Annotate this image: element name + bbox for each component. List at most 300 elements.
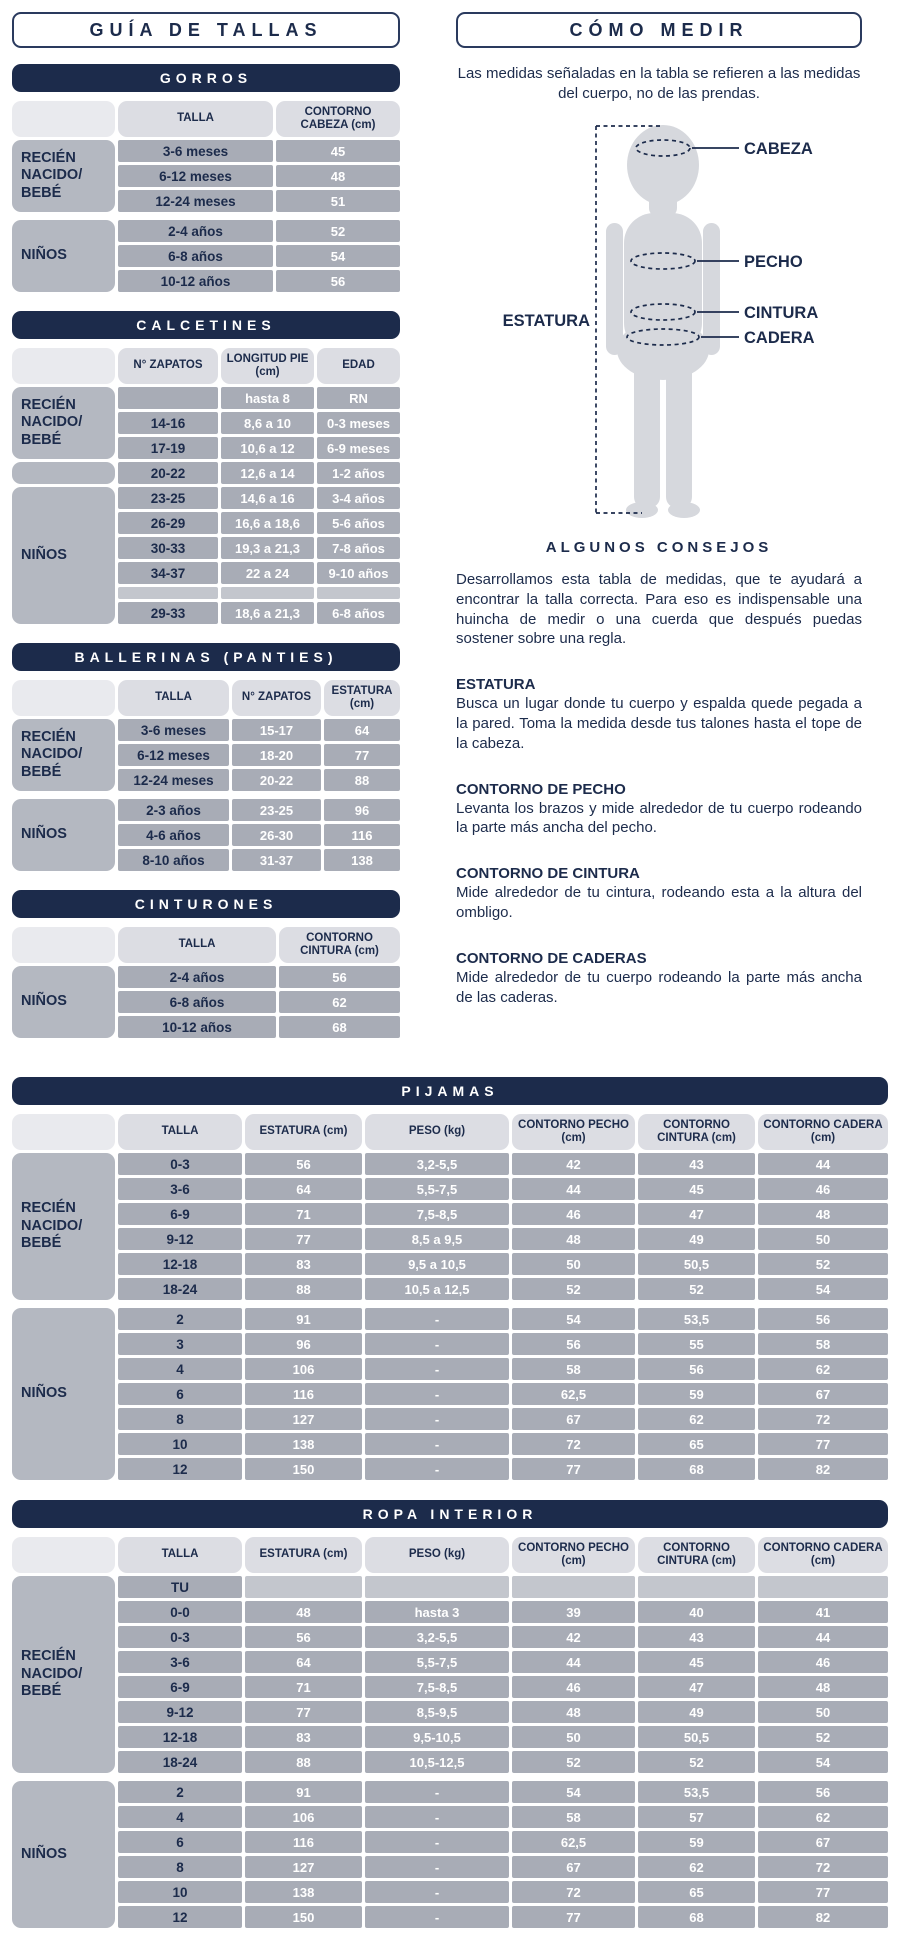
size-cell: 77 <box>512 1458 635 1480</box>
size-cell: 88 <box>324 769 400 791</box>
size-cell: 72 <box>512 1881 635 1903</box>
group-gap <box>12 794 400 796</box>
size-cell: 72 <box>512 1433 635 1455</box>
size-cell: 3,2-5,5 <box>365 1153 509 1175</box>
tip-text: Busca un lugar donde tu cuerpo y espalda quede pegada a la pared. Toma la medida desde tus talones hasta el tope de la cabeza. <box>456 695 862 752</box>
size-cell <box>221 587 314 599</box>
size-cell: 46 <box>758 1651 888 1673</box>
size-cell: 5-6 años <box>317 512 400 534</box>
size-cell: 22 a 24 <box>221 562 314 584</box>
size-grid-gorros <box>12 101 400 292</box>
size-cell: 48 <box>512 1701 635 1723</box>
size-cell: 62 <box>638 1408 755 1430</box>
size-cell: 4 <box>118 1806 242 1828</box>
size-cell: 49 <box>638 1701 755 1723</box>
tip-title: CONTORNO DE CINTURA <box>456 865 640 883</box>
size-cell: 6-12 meses <box>118 744 229 766</box>
consejos-text: Desarrollamos esta tabla de medidas, que te ayudará a encontrar la talla correcta. Para eso es indispensable una huincha de medir o una cuerda que después puedas sostener sobre una regla. <box>456 571 862 648</box>
size-cell: 71 <box>245 1203 362 1225</box>
column-header: EDAD <box>317 348 400 384</box>
size-cell: 106 <box>245 1806 362 1828</box>
size-cell: 88 <box>245 1278 362 1300</box>
row-group-label: NIÑOS <box>12 1308 115 1480</box>
corner-cell <box>12 1537 115 1573</box>
tip-title: CONTORNO DE PECHO <box>456 780 626 798</box>
size-cell: 127 <box>245 1408 362 1430</box>
section-header-ballerinas: BALLERINAS (PANTIES) <box>12 643 400 671</box>
size-cell: 8 <box>118 1856 242 1878</box>
tip-4 <box>456 950 862 1008</box>
size-cell: 29-33 <box>118 602 218 624</box>
size-cell: 64 <box>245 1178 362 1200</box>
size-cell: 6-12 meses <box>118 165 273 187</box>
column-header: CONTORNO PECHO (cm) <box>512 1537 635 1573</box>
body-measurement-diagram <box>456 113 862 527</box>
size-cell: 39 <box>512 1601 635 1623</box>
corner-cell <box>12 680 115 716</box>
size-cell: 2-4 años <box>118 966 276 988</box>
size-cell: 17-19 <box>118 437 218 459</box>
size-cell: 3-4 años <box>317 487 400 509</box>
size-cell: 54 <box>512 1308 635 1330</box>
size-cell: 23-25 <box>118 487 218 509</box>
size-cell: 56 <box>245 1153 362 1175</box>
measuring-tips-list <box>456 676 862 1007</box>
column-header: ESTATURA (cm) <box>245 1537 362 1573</box>
size-cell: 59 <box>638 1831 755 1853</box>
size-cell: 9,5 a 10,5 <box>365 1253 509 1275</box>
size-cell: 44 <box>758 1626 888 1648</box>
size-cell: 138 <box>245 1881 362 1903</box>
tip-text: Mide alrededor de tu cintura, rodeando esta a la altura del ombligo. <box>456 884 862 921</box>
size-cell: 50 <box>512 1726 635 1748</box>
como-medir-title <box>456 12 862 48</box>
size-grid-pijamas <box>12 1114 888 1480</box>
row-group-label: RECIÉN NACIDO/ BEBÉ <box>12 1576 115 1773</box>
size-cell: hasta 3 <box>365 1601 509 1623</box>
size-cell: 7,5-8,5 <box>365 1676 509 1698</box>
size-cell: 56 <box>758 1308 888 1330</box>
row-group-label: NIÑOS <box>12 799 115 871</box>
size-cell: 88 <box>245 1751 362 1773</box>
estatura-label: ESTATURA <box>502 312 590 330</box>
size-grid-calcetines <box>12 348 400 624</box>
size-cell: 9-12 <box>118 1701 242 1723</box>
size-cell: 62,5 <box>512 1383 635 1405</box>
size-cell: 6 <box>118 1831 242 1853</box>
size-cell: 7,5-8,5 <box>365 1203 509 1225</box>
size-cell: RN <box>317 387 400 409</box>
size-cell: 68 <box>638 1458 755 1480</box>
size-cell: 2 <box>118 1308 242 1330</box>
size-cell: - <box>365 1408 509 1430</box>
size-cell: 52 <box>276 220 400 242</box>
column-header: N° ZAPATOS <box>118 348 218 384</box>
tip-1 <box>456 676 862 753</box>
size-cell: 10-12 años <box>118 1016 276 1038</box>
column-header: ESTATURA (cm) <box>245 1114 362 1150</box>
size-cell: 72 <box>758 1856 888 1878</box>
size-table-gorros <box>12 64 400 292</box>
size-cell: 67 <box>758 1383 888 1405</box>
size-cell: 3-6 meses <box>118 140 273 162</box>
corner-cell <box>12 101 115 137</box>
size-cell: 55 <box>638 1333 755 1355</box>
size-cell: 50 <box>512 1253 635 1275</box>
row-group-label: RECIÉN NACIDO/ BEBÉ <box>12 1153 115 1300</box>
size-cell: 2-4 años <box>118 220 273 242</box>
row-group-label: NIÑOS <box>12 487 115 624</box>
size-cell: 6-9 <box>118 1676 242 1698</box>
column-header: TALLA <box>118 101 273 137</box>
left-tables-container <box>12 64 400 1038</box>
column-header: TALLA <box>118 680 229 716</box>
group-gap <box>12 1303 888 1305</box>
child-silhouette-figure <box>606 125 720 518</box>
size-cell: 53,5 <box>638 1308 755 1330</box>
size-cell: 67 <box>512 1408 635 1430</box>
group-gap <box>12 215 400 217</box>
column-header: CONTORNO CINTURA (cm) <box>638 1114 755 1150</box>
como-medir-title-text: CÓMO MEDIR <box>569 19 749 40</box>
size-cell: 8,5 a 9,5 <box>365 1228 509 1250</box>
tip-title: CONTORNO DE CADERAS <box>456 949 647 967</box>
section-header-cinturones: CINTURONES <box>12 890 400 918</box>
size-cell: 20-22 <box>232 769 321 791</box>
column-header: LONGITUD PIE (cm) <box>221 348 314 384</box>
size-cell: 12-24 meses <box>118 769 229 791</box>
size-cell: 58 <box>512 1358 635 1380</box>
size-cell: 8,6 a 10 <box>221 412 314 434</box>
size-cell: 43 <box>638 1626 755 1648</box>
size-cell: 18-24 <box>118 1751 242 1773</box>
size-cell: 71 <box>245 1676 362 1698</box>
size-cell <box>245 1576 362 1598</box>
size-cell: 50,5 <box>638 1726 755 1748</box>
size-cell: 12,6 a 14 <box>221 462 314 484</box>
size-cell: 16,6 a 18,6 <box>221 512 314 534</box>
size-cell: 67 <box>512 1856 635 1878</box>
size-cell: 56 <box>279 966 400 988</box>
size-cell: 44 <box>512 1178 635 1200</box>
size-cell: 77 <box>324 744 400 766</box>
size-cell: 43 <box>638 1153 755 1175</box>
size-cell: 116 <box>245 1383 362 1405</box>
size-cell: 8-10 años <box>118 849 229 871</box>
size-cell: 14,6 a 16 <box>221 487 314 509</box>
size-cell: 5,5-7,5 <box>365 1178 509 1200</box>
size-cell: 12 <box>118 1458 242 1480</box>
size-cell: 53,5 <box>638 1781 755 1803</box>
size-cell <box>512 1576 635 1598</box>
tip-text: Mide alrededor de tu cuerpo rodeando la parte más ancha de las caderas. <box>456 968 862 1006</box>
size-cell <box>317 587 400 599</box>
column-header: CONTORNO CADERA (cm) <box>758 1537 888 1573</box>
page-title <box>12 12 400 48</box>
size-cell: 6-8 años <box>118 245 273 267</box>
size-cell: 45 <box>638 1651 755 1673</box>
size-cell: 6-9 <box>118 1203 242 1225</box>
row-group-label: NIÑOS <box>12 1781 115 1928</box>
size-cell: 10-12 años <box>118 270 273 292</box>
tip-title: ESTATURA <box>456 676 536 694</box>
size-cell: 10,5 a 12,5 <box>365 1278 509 1300</box>
size-cell: - <box>365 1906 509 1928</box>
row-group-label <box>12 462 115 484</box>
column-header: CONTORNO CINTURA (cm) <box>638 1537 755 1573</box>
size-cell: - <box>365 1458 509 1480</box>
column-header: TALLA <box>118 1114 242 1150</box>
size-cell: 116 <box>245 1831 362 1853</box>
size-cell: 77 <box>758 1881 888 1903</box>
size-cell: 54 <box>512 1781 635 1803</box>
size-cell: 50 <box>758 1228 888 1250</box>
size-table-calcetines <box>12 311 400 624</box>
size-cell: 9-12 <box>118 1228 242 1250</box>
page-title-text: GUÍA DE TALLAS <box>89 19 323 40</box>
size-cell: 56 <box>512 1333 635 1355</box>
size-cell: 52 <box>512 1278 635 1300</box>
size-cell: 150 <box>245 1906 362 1928</box>
row-group-label: NIÑOS <box>12 220 115 292</box>
cabeza-label: CABEZA <box>744 140 813 158</box>
size-cell: 68 <box>279 1016 400 1038</box>
size-cell: 54 <box>758 1278 888 1300</box>
size-cell: 9,5-10,5 <box>365 1726 509 1748</box>
size-cell: 49 <box>638 1228 755 1250</box>
size-cell: 64 <box>245 1651 362 1673</box>
size-cell: 65 <box>638 1433 755 1455</box>
size-cell: 64 <box>324 719 400 741</box>
cintura-label: CINTURA <box>744 304 819 322</box>
column-header: CONTORNO CINTURA (cm) <box>279 927 400 963</box>
size-cell: - <box>365 1856 509 1878</box>
group-gap <box>12 1776 888 1778</box>
size-cell: 65 <box>638 1881 755 1903</box>
size-cell <box>365 1576 509 1598</box>
size-cell: 15-17 <box>232 719 321 741</box>
size-cell: 58 <box>758 1333 888 1355</box>
size-cell: 46 <box>512 1676 635 1698</box>
column-header: N° ZAPATOS <box>232 680 321 716</box>
size-cell: 54 <box>276 245 400 267</box>
size-cell: 150 <box>245 1458 362 1480</box>
size-cell: 46 <box>758 1178 888 1200</box>
size-cell: 3-6 <box>118 1178 242 1200</box>
size-cell: 12 <box>118 1906 242 1928</box>
size-cell: - <box>365 1831 509 1853</box>
size-cell: 2-3 años <box>118 799 229 821</box>
column-header: TALLA <box>118 1537 242 1573</box>
size-cell: 2 <box>118 1781 242 1803</box>
size-table-cinturones <box>12 890 400 1038</box>
size-cell: hasta 8 <box>221 387 314 409</box>
top-two-column-area <box>12 12 888 1057</box>
size-cell: 62 <box>758 1358 888 1380</box>
size-cell: 77 <box>245 1701 362 1723</box>
size-cell: 10 <box>118 1881 242 1903</box>
size-cell: 19,3 a 21,3 <box>221 537 314 559</box>
size-cell: - <box>365 1333 509 1355</box>
size-cell: 48 <box>245 1601 362 1623</box>
size-cell: 6 <box>118 1383 242 1405</box>
column-header: CONTORNO PECHO (cm) <box>512 1114 635 1150</box>
corner-cell <box>12 1114 115 1150</box>
size-cell: 41 <box>758 1601 888 1623</box>
size-cell: 48 <box>512 1228 635 1250</box>
size-cell: 59 <box>638 1383 755 1405</box>
size-cell: 18-24 <box>118 1278 242 1300</box>
size-cell: 44 <box>512 1651 635 1673</box>
size-cell: 127 <box>245 1856 362 1878</box>
size-cell: 52 <box>638 1751 755 1773</box>
size-cell: - <box>365 1806 509 1828</box>
size-cell: 62 <box>758 1806 888 1828</box>
size-cell: TU <box>118 1576 242 1598</box>
size-cell <box>118 387 218 409</box>
size-cell: - <box>365 1358 509 1380</box>
size-cell <box>638 1576 755 1598</box>
size-cell: 138 <box>324 849 400 871</box>
column-header: ESTATURA (cm) <box>324 680 400 716</box>
size-cell: 72 <box>758 1408 888 1430</box>
section-header-gorros: GORROS <box>12 64 400 92</box>
tip-2 <box>456 781 862 839</box>
size-cell: 83 <box>245 1253 362 1275</box>
size-cell: 91 <box>245 1781 362 1803</box>
size-cell: 10,5-12,5 <box>365 1751 509 1773</box>
size-cell: 52 <box>512 1751 635 1773</box>
size-cell: 62 <box>638 1856 755 1878</box>
size-table-ropa_interior <box>12 1500 888 1928</box>
size-cell: 5,5-7,5 <box>365 1651 509 1673</box>
size-cell: 44 <box>758 1153 888 1175</box>
size-cell: 12-18 <box>118 1726 242 1748</box>
size-cell: 48 <box>758 1676 888 1698</box>
size-cell: 0-3 <box>118 1153 242 1175</box>
size-cell: 50 <box>758 1701 888 1723</box>
tip-text: Levanta los brazos y mide alrededor de tu cuerpo rodeando la parte más ancha del pecho. <box>456 799 862 837</box>
size-cell: 4 <box>118 1358 242 1380</box>
size-cell: 56 <box>245 1626 362 1648</box>
size-cell: 3 <box>118 1333 242 1355</box>
size-cell: 96 <box>245 1333 362 1355</box>
size-cell: 8 <box>118 1408 242 1430</box>
size-cell: 46 <box>512 1203 635 1225</box>
cadera-label: CADERA <box>744 329 815 347</box>
size-cell: 4-6 años <box>118 824 229 846</box>
row-group-label: RECIÉN NACIDO/ BEBÉ <box>12 387 115 459</box>
size-cell: 12-18 <box>118 1253 242 1275</box>
row-group-label: NIÑOS <box>12 966 115 1038</box>
size-cell: 10,6 a 12 <box>221 437 314 459</box>
size-cell: 40 <box>638 1601 755 1623</box>
size-cell: - <box>365 1881 509 1903</box>
size-cell: 8,5-9,5 <box>365 1701 509 1723</box>
como-medir-intro: Las medidas señaladas en la tabla se refieren a las medidas del cuerpo, no de las prendas. <box>457 65 861 102</box>
size-cell: 106 <box>245 1358 362 1380</box>
size-cell: 42 <box>512 1153 635 1175</box>
size-grid-ropa_interior <box>12 1537 888 1928</box>
size-cell: 77 <box>512 1906 635 1928</box>
size-cell: 62,5 <box>512 1831 635 1853</box>
size-cell: 0-3 <box>118 1626 242 1648</box>
size-cell: 56 <box>638 1358 755 1380</box>
size-tables-column <box>12 12 400 1057</box>
size-cell: 68 <box>638 1906 755 1928</box>
size-cell: 77 <box>245 1228 362 1250</box>
size-cell: 54 <box>758 1751 888 1773</box>
consejos-title: ALGUNOS CONSEJOS <box>545 539 773 556</box>
column-header: PESO (kg) <box>365 1114 509 1150</box>
column-header: TALLA <box>118 927 276 963</box>
size-cell <box>758 1576 888 1598</box>
size-cell: 77 <box>758 1433 888 1455</box>
size-cell: 52 <box>758 1253 888 1275</box>
size-cell: 82 <box>758 1906 888 1928</box>
size-cell: 57 <box>638 1806 755 1828</box>
size-cell: 45 <box>638 1178 755 1200</box>
size-cell: 52 <box>638 1278 755 1300</box>
size-cell: 48 <box>758 1203 888 1225</box>
size-grid-cinturones <box>12 927 400 1038</box>
size-cell: 67 <box>758 1831 888 1853</box>
size-cell: 9-10 años <box>317 562 400 584</box>
size-cell: 14-16 <box>118 412 218 434</box>
size-cell: 51 <box>276 190 400 212</box>
size-cell: 91 <box>245 1308 362 1330</box>
size-cell: 96 <box>324 799 400 821</box>
size-cell: 48 <box>276 165 400 187</box>
size-cell <box>118 587 218 599</box>
size-cell: 3,2-5,5 <box>365 1626 509 1648</box>
size-cell: 52 <box>758 1726 888 1748</box>
tip-3 <box>456 865 862 923</box>
full-width-tables-container <box>12 1077 888 1928</box>
size-table-pijamas <box>12 1077 888 1480</box>
column-header: CONTORNO CADERA (cm) <box>758 1114 888 1150</box>
size-grid-ballerinas <box>12 680 400 871</box>
size-cell: 0-3 meses <box>317 412 400 434</box>
size-cell: 45 <box>276 140 400 162</box>
size-cell: 47 <box>638 1676 755 1698</box>
size-cell: 138 <box>245 1433 362 1455</box>
row-group-label: RECIÉN NACIDO/ BEBÉ <box>12 719 115 791</box>
size-cell: 23-25 <box>232 799 321 821</box>
size-cell: 47 <box>638 1203 755 1225</box>
how-to-measure-column <box>456 12 862 1007</box>
size-cell: 20-22 <box>118 462 218 484</box>
size-cell: 34-37 <box>118 562 218 584</box>
size-cell: 30-33 <box>118 537 218 559</box>
size-cell: 10 <box>118 1433 242 1455</box>
size-cell: - <box>365 1383 509 1405</box>
column-header: CONTORNO CABEZA (cm) <box>276 101 400 137</box>
size-cell: 18,6 a 21,3 <box>221 602 314 624</box>
size-cell: 56 <box>758 1781 888 1803</box>
section-header-ropa_interior: ROPA INTERIOR <box>12 1500 888 1528</box>
size-cell: 6-9 meses <box>317 437 400 459</box>
size-cell: 7-8 años <box>317 537 400 559</box>
size-cell: 42 <box>512 1626 635 1648</box>
size-cell: 6-8 años <box>118 991 276 1013</box>
size-cell: 1-2 años <box>317 462 400 484</box>
corner-cell <box>12 927 115 963</box>
section-header-calcetines: CALCETINES <box>12 311 400 339</box>
column-header: PESO (kg) <box>365 1537 509 1573</box>
size-cell: 62 <box>279 991 400 1013</box>
size-cell: 0-0 <box>118 1601 242 1623</box>
